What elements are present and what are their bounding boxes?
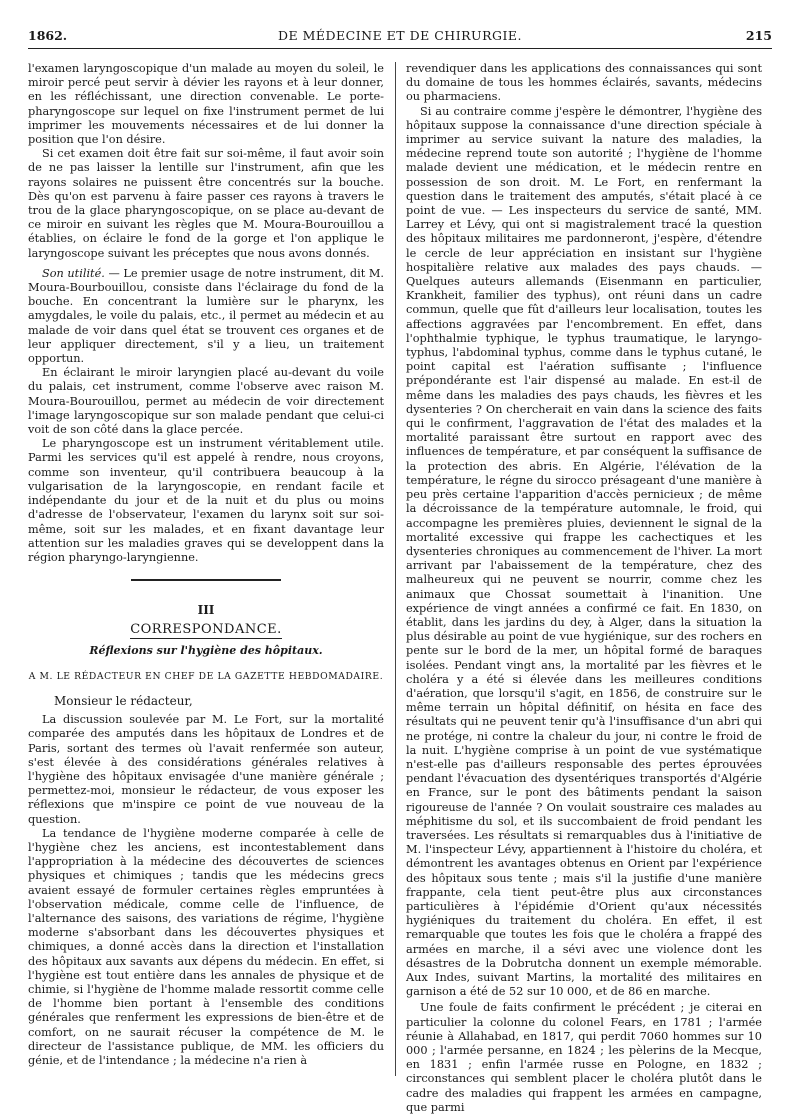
paragraph: La tendance de l'hygiène moderne comparée à celle de l'hygiène chez les anciens, est incontestablement dans l'appropriation à la médecine des découvertes de sciences physiques et chimiques ; tandis que les médecins grecs avaient essayé de formuler certaines règles empruntées à l'observation médicale, comme celle de l'influence, de l'alternance des saisons, des variations de régime, l'hygiène moderne s'absorbant dans les découvertes physiques et chimiques, a donné accès dans la direction et l'installation des hôpitaux aux savants aux dépens du médecin. En effet, si l'hygiène est tout entière dans les annales de physique et de chimie, si l'hygiène de l'homme malade ressortit comme celle de l'homme bien portant à l'ensemble des conditions générales que renferment les expressions de bien-être et de comfort, on ne saurait récuser la compétence de M. le directeur de l'assistance publique, de MM. les officiers du génie, et de l'intendance ; la médecine n'a rien à <box>28 826 384 1067</box>
paragraph: Si cet examen doit être fait sur soi-même, il faut avoir soin de ne pas laisser la lentille sur l'instrument, afin que les rayons solaires ne puissent être concentrés sur la bouche. Dès qu'on est parvenu à faire passer ces rayons à travers le trou de la glace pharyngoscopique, on se place au-devant de ce miroir en suivant les règles que M. Moura-Bourouillou a établies, on éclaire le fond de la gorge et l'on applique le laryngoscope suivant les préceptes que nous avons donnés. <box>28 147 384 260</box>
section-title: CORRESPONDANCE. <box>130 622 282 638</box>
section-subtitle: Réflexions sur l'hygiène des hôpitaux. <box>89 643 323 657</box>
section-number: III <box>197 603 215 618</box>
paragraph: Une foule de faits confirment le précédent ; je citerai en particulier la colonne du colonel Fears, en 1781 ; l'armée réunie à Allahabad, en 1817, qui perdit 7060 hommes sur 10 000 ; l'armée persanne, en 1824 ; les pèlerins de la Mecque, en 1831 ; enfin l'armée russe en Pologne, en 1832 ; circonstances qui semblent placer le choléra plutôt dans le cadre des maladies qui frappent les armées en campagne, que parmi <box>406 1001 762 1114</box>
column-divider <box>395 62 396 1076</box>
paragraph: En éclairant le miroir laryngien placé au-devant du voile du palais, cet instrument, comme l'observe avec raison M. Moura-Bourouillou, permet au médecin de voir directement l'image laryngoscopique sur son malade pendant que celui-ci voit de son côté dans la glace percée. <box>28 366 384 437</box>
section-divider <box>131 579 281 581</box>
page <box>28 26 772 1114</box>
page-number: 215 <box>745 28 772 43</box>
paragraph: Le pharyngoscope est un instrument véritablement utile. Parmi les services qu'il est appelé à rendre, nous croyons, comme son inventeur, qu'il contribuera beaucoup à la vulgarisation de la laryngoscopie, en rendant facile et indépendante du jour et de la nuit et du plus ou moins d'adresse de l'observateur, l'examen du larynx soit sur soi-même, soit sur les malades, et en fixant davantage leur attention sur les maladies graves qui se developpent dans la région pharyngo-laryngienne. <box>28 437 384 564</box>
son-utilite-label: Son utilité. <box>42 266 105 280</box>
text-columns <box>28 62 772 1114</box>
paragraph: Si au contraire comme j'espère le démontrer, l'hygiène des hôpitaux suppose la connaissance d'une direction spéciale à imprimer au service suivant la nature des maladies, la médecine reprend toute son autorité ; l'hygiène de l'homme malade devient une médication, et le médecin rentre en possession de son droit. M. Le Fort, en renfermant la question dans le traitement des amputés, s'était placé à ce point de vue. — Les inspecteurs du service de santé, MM. Larrey et Lévy, qui ont si magistralement tracé la question des hôpitaux militaires me pardonneront, j'espère, d'étendre le cercle de leur appréciation en insistant sur l'hygiène hospitalière relative aux malades des pays chauds. — Quelques auteurs allemands (Eisenmann en particulier, Krankheit, familier des typhus), ont réuni dans un cadre commun, quelle que fût d'ailleurs leur localisation, toutes les affections aggravées par l'encombrement. En effet, dans l'ophthalmie typhique, le typhus traumatique, le laryngo-typhus, l'abdominal typhus, comme dans le typhus cutané, le point capital est l'aération suffisante ; l'influence prépondérante est l'air dispensé au malade. En est-il de même dans les maladies des pays chauds, les fièvres et les dysenteries ? On chercherait en vain dans la science des faits qui le confirment, l'aggravation de l'état des malades et la mortalité paraissant être surtout en rapport avec des influences de température, et par conséquent la suffisance de la protection des abris. En Algérie, l'élévation de la température, le régne du sirocco présageant d'une manière à peu près certaine l'apparition d'accès pernicieux ; de même la décroissance de la température automnale, le froid, qui accompagne les premières pluies, deviennent le signal de la mortalité excessive qui frappe les cachectiques et les dysenteries chroniques au commencement de l'hiver. La mort arrivant par l'abaissement de la température, chez des malheureux qui ne peuvent se nourrir, comme chez les animaux que Chossat soumettait à l'inanition. Une expérience de vingt années a confirmé ce fait. En 1830, on établit, dans les jardins du dey, à Alger, dans la situation la plus désirable au point de vue hygiénique, sur des rochers en pente sur le bord de la mer, un hôpital formé de baraques isolées. Pendant vingt ans, la mortalité par les fièvres et le choléra y a été si élevée dans les meilleures conditions d'aération, que lorsqu'il s'agit, en 1856, de construire sur le même terrain un hôpital définitif, on hésita en face des résultats qui ne peuvent tenir qu'à l'insuffisance d'un abri qui ne protége, ni contre la chaleur du jour, ni contre le froid de la nuit. L'hygiène comprise à un point de vue systématique n'est-elle pas d'ailleurs responsable des pertes éprouvées pendant l'évacuation des dysentériques transportés d'Algérie en France, sur le pont des bâtiments pendant la saison rigoureuse de l'année ? On voulait soustraire ces malades au méphitisme du sol, et ils succombaient de froid pendant les traversées. Les résultats si remarquables dus à l'initiative de M. l'inspecteur Lévy, appartiennent à l'histoire du choléra, et démontrent les avantages obtenus en Orient par l'expérience des hôpitaux sous tente ; mais s'il la justifie d'une manière frappante, cela tient peut-être plus aux circonstances particulières à l'épidémie d'Orient qu'aux nécessités hygiéniques du traitement du choléra. En effet, il est remarquable que toutes les fois que le choléra a frappé des armées en marche, il a sévi avec une violence dont les désastres de la Dobrutcha donnent un exemple mémorable. Aux Indes, suivant Martins, la mortalité des militaires en garnison a été de 52 sur 10 000, et de 86 en marche. <box>406 104 762 999</box>
right-column <box>406 62 762 1115</box>
son-utilite-text: — Le premier usage de notre instrument, dit M. Moura-Bourbouillou, consiste dans l'éclairage du fond de la bouche. En concentrant la lumière sur le pharynx, les amygdales, le voile du palais, etc., il permet au médecin et au malade de voir dans quel état se trouvent ces organes et de leur appliquer directement, s'il y a lieu, un traitement opportun. <box>28 266 385 366</box>
left-column <box>28 62 384 1068</box>
paragraph: l'examen laryngoscopique d'un malade au moyen du soleil, le miroir percé peut servir à dévier les rayons et à leur donner, en les réfléchissant, une direction convenable. Le porte-pharyngoscope sur lequel on fixe l'instrument permet de lui imprimer les mouvements nécessaires et de lui donner la position que l'on désire. <box>28 62 384 147</box>
paragraph: La discussion soulevée par M. Le Fort, sur la mortalité comparée des amputés dans les hôpitaux de Londres et de Paris, sortant des termes où l'avait renfermée son auteur, s'est élevée à des considérations générales relatives à l'hygiène des hôpitaux envisagée d'une manière générale ; permettez-moi, monsieur le rédacteur, de vous exposer les réflexions que m'inspire ce point de vue nouveau de la question. <box>28 713 384 826</box>
header-title: DE MÉDECINE ET DE CHIRURGIE. <box>277 28 523 43</box>
salutation: Monsieur le rédacteur, <box>54 693 193 708</box>
section-title-wrap <box>28 623 384 637</box>
letter-address: A M. LE RÉDACTEUR EN CHEF DE LA GAZETTE HEBDOMADAIRE. <box>28 670 384 682</box>
paragraph-son-utilite <box>28 267 384 366</box>
header-year: 1862. <box>28 28 68 43</box>
running-header <box>28 26 772 49</box>
paragraph: revendiquer dans les applications des connaissances qui sont du domaine de tous les hommes éclairés, savants, médecins ou pharmaciens. <box>406 62 762 104</box>
